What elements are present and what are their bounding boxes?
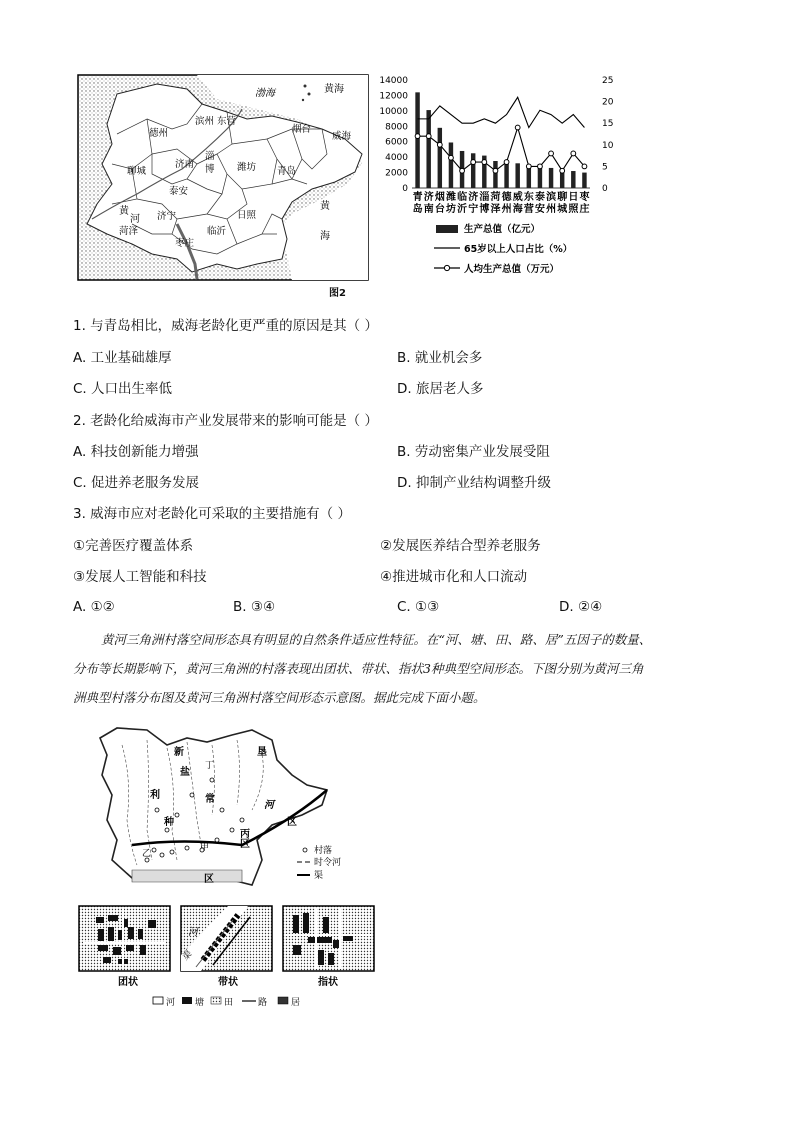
q2-option-c[interactable]: C. 促进养老服务发展 [73,475,200,491]
category-label-char1: 菏 [490,192,501,203]
label-huang-left: 黄 [119,206,129,217]
category-label-char2: 照 [568,204,579,215]
left-tick-label: 4000 [385,153,408,164]
bar-gdp [504,163,508,188]
right-tick-label: 15 [602,119,614,130]
point-gdp-per-capita [493,168,498,173]
label-huanghai-top: 黄海 [324,84,344,95]
bar-gdp [571,171,575,188]
bar-gdp [471,153,475,188]
category-label-char2: 泽 [490,204,501,215]
category-label-char2: 台 [434,204,445,215]
q3-option-b[interactable]: B. ③④ [233,599,276,615]
category-label-char1: 日 [568,192,579,203]
bar-gdp [493,161,497,188]
q3-option-c[interactable]: C. ①③ [397,599,440,615]
legend-village: 村落 [314,846,333,856]
bar-gdp [438,128,442,188]
legend-residence: 居 [291,998,301,1008]
legend-label-elderly: 65岁以上人口占比（%） [464,244,573,255]
shandong-chart [376,72,638,282]
label-qu-1: 区 [287,817,297,828]
label-bohai: 渤海 [255,88,275,99]
left-tick-label: 6000 [385,137,408,148]
legend-seasonal-river: 时令河 [314,858,342,868]
label-huang-right: 黄 [320,201,330,212]
right-tick-label: 0 [602,184,608,194]
category-label-char1: 威 [512,192,523,203]
category-label-char2: 州 [501,204,512,215]
label-chang: 常 [205,794,215,805]
q3-item-1: ①完善医疗覆盖体系 [73,538,194,554]
point-gdp-per-capita [515,125,520,130]
q1-option-d[interactable]: D. 旅居老人多 [397,381,484,397]
legend-field: 田 [224,998,234,1008]
legend-swatch-gdp [436,225,458,233]
right-tick-label: 20 [602,97,614,108]
q1-option-c[interactable]: C. 人口出生率低 [73,381,173,397]
panel-legend [152,993,372,1007]
delta-map [92,720,354,892]
point-gdp-per-capita [549,151,554,156]
point-gdp-per-capita [415,134,420,139]
label-taian: 泰安 [169,186,189,197]
point-gdp-per-capita [471,160,476,165]
right-tick-label: 10 [602,140,614,151]
category-label-char1: 东 [523,192,534,203]
category-label-char2: 安 [534,204,545,215]
category-label-char1: 临 [457,192,468,203]
category-label-char2: 海 [512,204,523,215]
point-gdp-per-capita [504,160,509,165]
label-yan: 盐 [180,767,190,778]
label-qu-3: 区 [204,874,214,885]
category-label-char2: 博 [479,204,490,215]
category-label-char1: 淄 [479,192,490,203]
bar-gdp [415,92,419,188]
passage-line-2: 分布等长期影响下，黄河三角洲的村落表现出团状、带状、指状3种典型空间形态。下图分别为黄河三角 [73,661,644,676]
passage-line-3: 洲典型村落分布图及黄河三角洲村落空间形态示意图。据此完成下面小题。 [73,690,486,705]
category-label-char1: 济 [423,192,434,203]
q2-option-b[interactable]: B. 劳动密集产业发展受阻 [397,444,550,460]
panel-channel-label: 渠 [180,949,195,963]
point-gdp-per-capita [426,134,431,139]
legend-channel: 渠 [314,871,324,881]
panel-river-label: 河 [188,927,198,938]
label-qingdao: 青岛 [277,166,297,177]
label-bing: 丙 [240,829,250,840]
category-label-char1: 济 [468,192,479,203]
q3-option-a[interactable]: A. ①② [73,599,115,615]
category-label-char1: 青 [412,192,423,203]
q3-item-4: ④推进城市化和人口流动 [380,569,528,585]
category-label-char1: 聊 [557,192,568,203]
label-xin: 新 [174,747,184,758]
point-gdp-per-capita [449,155,454,160]
q1-option-b[interactable]: B. 就业机会多 [397,350,483,366]
left-tick-label: 12000 [379,91,408,102]
left-tick-label: 0 [402,184,408,194]
label-jining: 济宁 [157,211,177,222]
category-label-char1: 潍 [445,192,456,203]
bar-gdp [515,163,519,188]
right-tick-label: 25 [602,76,614,86]
q2-stem: 2. 老龄化给威海市产业发展带来的影响可能是（ ） [73,413,378,429]
q3-item-2: ②发展医养结合型养老服务 [380,538,541,554]
label-he-left: 河 [130,214,140,225]
point-gdp-per-capita [560,168,565,173]
point-gdp-per-capita [526,164,531,169]
map-caption: 图2 [329,288,346,299]
label-ding: 丁 [205,761,215,771]
line-gdp-per-capita [418,128,585,171]
panel-caption-finger: 指状 [318,977,338,988]
label-jinan: 济南 [175,159,195,170]
bar-gdp [449,142,453,188]
label-zhong: 种 [164,817,174,828]
label-yi: 乙 [142,849,152,859]
point-gdp-per-capita [571,151,576,156]
label-he: 河 [264,800,274,811]
category-label-char1: 德 [501,192,512,203]
category-label-char1: 滨 [546,192,557,203]
category-label-char1: 烟 [434,192,445,203]
label-qu-2: 区 [240,839,250,850]
label-liaocheng: 聊城 [127,166,147,177]
shandong-map [77,74,369,284]
bar-gdp [549,168,553,188]
point-gdp-per-capita [437,142,442,147]
category-label-char2: 沂 [457,204,468,215]
q1-option-a[interactable]: A. 工业基础雄厚 [73,350,172,366]
q2-option-a[interactable]: A. 科技创新能力增强 [73,444,199,460]
q3-item-3: ③发展人工智能和科技 [73,569,207,585]
label-dongying: 东营 [217,116,237,127]
category-label-char2: 岛 [412,204,423,215]
left-tick-label: 10000 [379,106,408,117]
category-label-char1: 泰 [534,192,545,203]
q3-stem: 3. 威海市应对老龄化可采取的主要措施有（ ） [73,506,351,522]
label-weihai: 威海 [332,131,352,142]
legend-label-percapita: 人均生产总值（万元） [464,264,560,275]
label-rizhao: 日照 [237,210,257,221]
category-label-char2: 南 [423,204,434,215]
category-label-char2: 庄 [579,204,590,215]
bar-gdp [582,173,586,188]
legend-river: 河 [166,998,176,1008]
left-tick-label: 14000 [379,76,408,86]
panel-caption-strip: 带状 [218,977,238,988]
passage-line-1: 黄河三角洲村落空间形态具有明显的自然条件适应性特征。在“河、塘、田、路、居”五因子的数量、 [101,632,652,647]
label-dezhou: 德州 [149,128,169,139]
label-zibo-2: 博 [205,164,215,175]
label-linyi: 临沂 [207,226,227,237]
category-label-char2: 宁 [468,204,479,215]
point-gdp-per-capita [538,164,543,169]
legend-road: 路 [258,998,268,1008]
point-gdp-per-capita [582,164,587,169]
point-gdp-per-capita [482,160,487,165]
bar-gdp [426,110,430,188]
label-weifang: 潍坊 [237,162,257,173]
category-label-char2: 州 [546,204,557,215]
left-tick-label: 2000 [385,168,408,179]
q3-option-d[interactable]: D. ②④ [559,599,603,615]
q2-option-d[interactable]: D. 抑制产业结构调整升级 [397,475,551,491]
panel-caption-cluster: 团状 [118,977,138,988]
category-label-char1: 枣 [579,192,590,203]
legend-label-gdp: 生产总值（亿元） [464,224,541,235]
label-heze: 菏泽 [119,226,139,237]
point-gdp-per-capita [460,168,465,173]
village-form-panels [78,905,376,995]
label-yantai: 烟台 [292,124,312,135]
category-label-char2: 坊 [445,204,456,215]
right-tick-label: 5 [602,162,608,173]
label-zaozhuang: 枣庄 [175,238,195,249]
label-hai-right: 海 [320,231,330,242]
label-binzhou: 滨州 [195,116,215,127]
label-ken: 垦 [257,747,267,758]
category-label-char2: 营 [523,204,534,215]
legend-pond: 塘 [195,998,205,1008]
left-tick-label: 8000 [385,122,408,133]
label-jia: 甲 [200,843,210,853]
line-elderly-share [418,97,585,127]
q1-stem: 1. 与青岛相比，威海老龄化更严重的原因是其（ ） [73,318,378,334]
label-zibo-1: 淄 [205,151,215,162]
legend-marker-percapita [444,265,449,270]
label-li: 利 [150,790,160,801]
category-label-char2: 城 [557,204,568,215]
